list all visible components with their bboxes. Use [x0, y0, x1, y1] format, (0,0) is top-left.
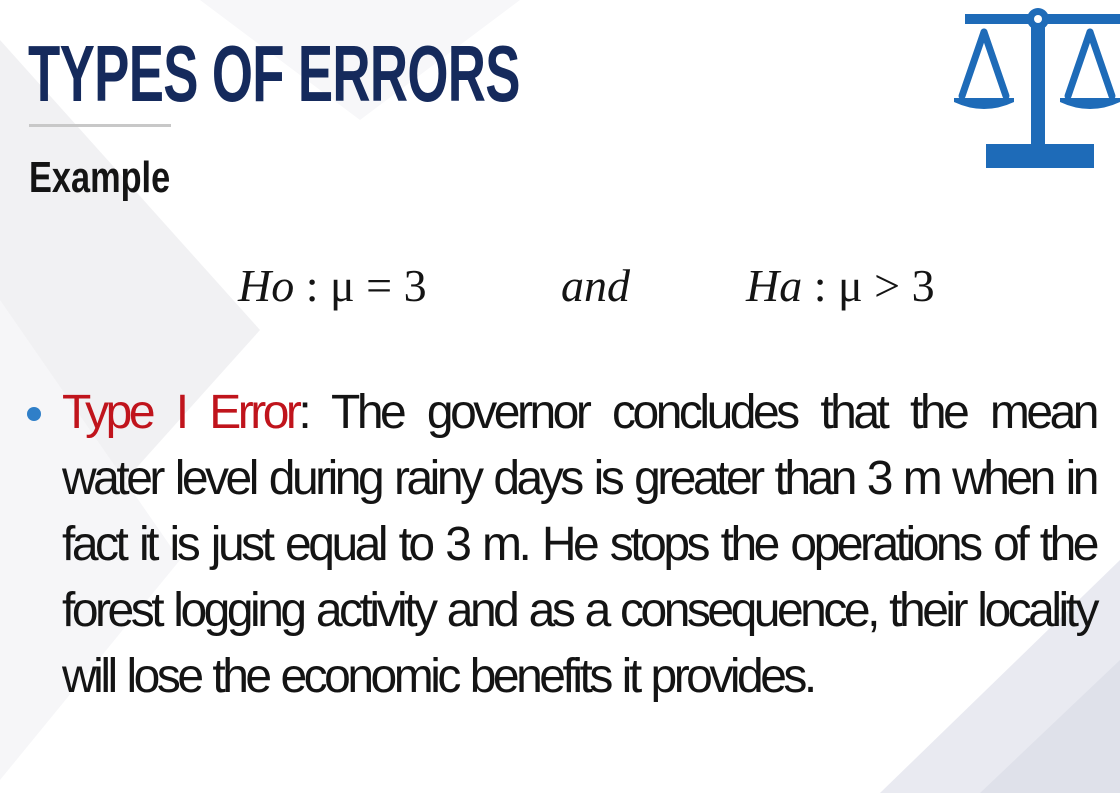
alternative-hypothesis	[746, 258, 935, 314]
error-term: Type I Error	[62, 386, 299, 439]
alternative-hypothesis-expression: : μ > 3	[802, 260, 935, 311]
formula-connector: and	[561, 260, 630, 311]
bullet-marker	[27, 407, 41, 421]
balance-scale-icon	[946, 4, 1120, 172]
error-description: The governor concludes that the mean water level during rainy days is greater than 3 m when in fact it is just equal to 3 m. He stops the operations of the forest logging activity and as a consequence, their locality will lose the economic benefits it provides.	[62, 386, 1096, 703]
slide-title: TYPES OF ERRORS	[28, 29, 520, 118]
alternative-hypothesis-label: Ha	[746, 260, 803, 311]
slide-subtitle: Example	[29, 153, 171, 202]
null-hypothesis-expression: : μ = 3	[294, 260, 427, 311]
hypothesis-formula	[0, 258, 1120, 318]
null-hypothesis	[238, 258, 427, 314]
title-underline	[29, 124, 171, 127]
null-hypothesis-label: Ho	[238, 260, 295, 311]
bullet-text	[62, 380, 1096, 710]
term-separator: :	[298, 386, 309, 439]
